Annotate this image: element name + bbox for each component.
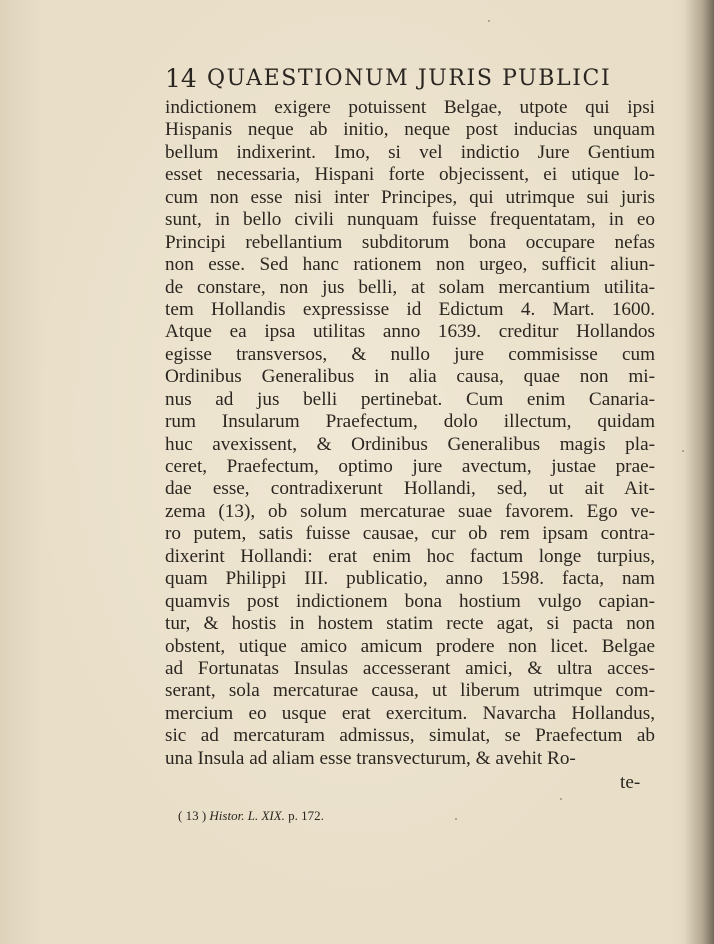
text-line: Ordinibus Generalibus in alia causa, quae non mi- [165, 366, 655, 388]
text-line: zema (13), ob solum mercaturae suae favorem. Ego ve- [165, 500, 655, 522]
text-line: ro putem, satis fuisse causae, cur ob rem ipsam contra- [165, 523, 655, 545]
text-line: ceret, Praefectum, optimo jure avectum, justae prae- [165, 456, 655, 477]
text-line: mercium eo usque erat exercitum. Navarcha Hollandus, [165, 702, 655, 724]
footnote-page: p. 172. [288, 808, 324, 823]
page-number: 14 [165, 64, 197, 93]
text-line: Principi rebellantium subditorum bona occupare nefas [165, 231, 655, 253]
text-line: sunt, in bello civili nunquam fuisse frequentatam, in eo [165, 209, 655, 231]
text-line: bellum indixerint. Imo, si vel indictio Jure Gentium [165, 141, 655, 163]
footnote-source: Histor. L. XIX. [209, 808, 285, 823]
paper-speck [682, 450, 684, 452]
text-line: tem Hollandis expressisse id Edictum 4. Mart. 1600. [165, 298, 655, 320]
text-line: dixerint Hollandi: erat enim hoc factum longe turpius, [165, 545, 655, 567]
text-line: tur, & hostis in hostem statim recte agat, si pacta non [165, 613, 655, 635]
text-line: nus ad jus belli pertinebat. Cum enim Canaria- [165, 388, 655, 410]
text-line: quam Philippi III. publicatio, anno 1598. facta, nam [165, 568, 655, 590]
text-line: ad Fortunatas Insulas accesserant amici, & ultra acces- [165, 657, 655, 679]
catchword: te- [620, 772, 641, 793]
text-line: indictionem exigere potuissent Belgae, utpote qui ipsi [165, 97, 655, 118]
running-title: QUAESTIONUM JURIS PUBLICI [207, 66, 612, 91]
text-line: egisse transversos, & nullo jure commisisse cum [165, 343, 655, 365]
footnote [178, 806, 324, 826]
text-line: Atque ea ipsa utilitas anno 1639. creditur Hollandos [165, 321, 655, 343]
text-line: serant, sola mercaturae causa, ut liberum utrimque com- [165, 680, 655, 702]
footnote-marker: ( 13 ) [178, 808, 207, 823]
paper-speck [488, 20, 490, 22]
text-line: huc avexissent, & Ordinibus Generalibus magis pla- [165, 433, 655, 455]
text-line: rum Insularum Praefectum, dolo illectum, quidam [165, 411, 655, 433]
text-line: dae esse, contradixerunt Hollandi, sed, ut ait Ait- [165, 478, 655, 500]
text-line: obstent, utique amico amicum prodere non licet. Belgae [165, 635, 655, 657]
body-text [165, 97, 655, 770]
paper-speck [455, 818, 457, 820]
text-line: esset necessaria, Hispani forte objecissent, ei utique lo- [165, 164, 655, 186]
text-line: quamvis post indictionem bona hostium vulgo capian- [165, 590, 655, 612]
text-line: cum non esse nisi inter Principes, qui utrimque sui juris [165, 186, 655, 208]
text-line: de constare, non jus belli, at solam mercantium utilita- [165, 276, 655, 298]
page-header [165, 62, 665, 96]
text-line: Hispanis neque ab initio, neque post inducias unquam [165, 119, 655, 141]
text-line: una Insula ad aliam esse transvecturum, & avehit Ro- [165, 747, 576, 769]
text-line: non esse. Sed hanc rationem non urgeo, sufficit aliun- [165, 254, 655, 276]
text-line: sic ad mercaturam admissus, simulat, se Praefectum ab [165, 725, 655, 747]
gutter-shadow [684, 0, 714, 944]
paper-speck [560, 798, 562, 800]
